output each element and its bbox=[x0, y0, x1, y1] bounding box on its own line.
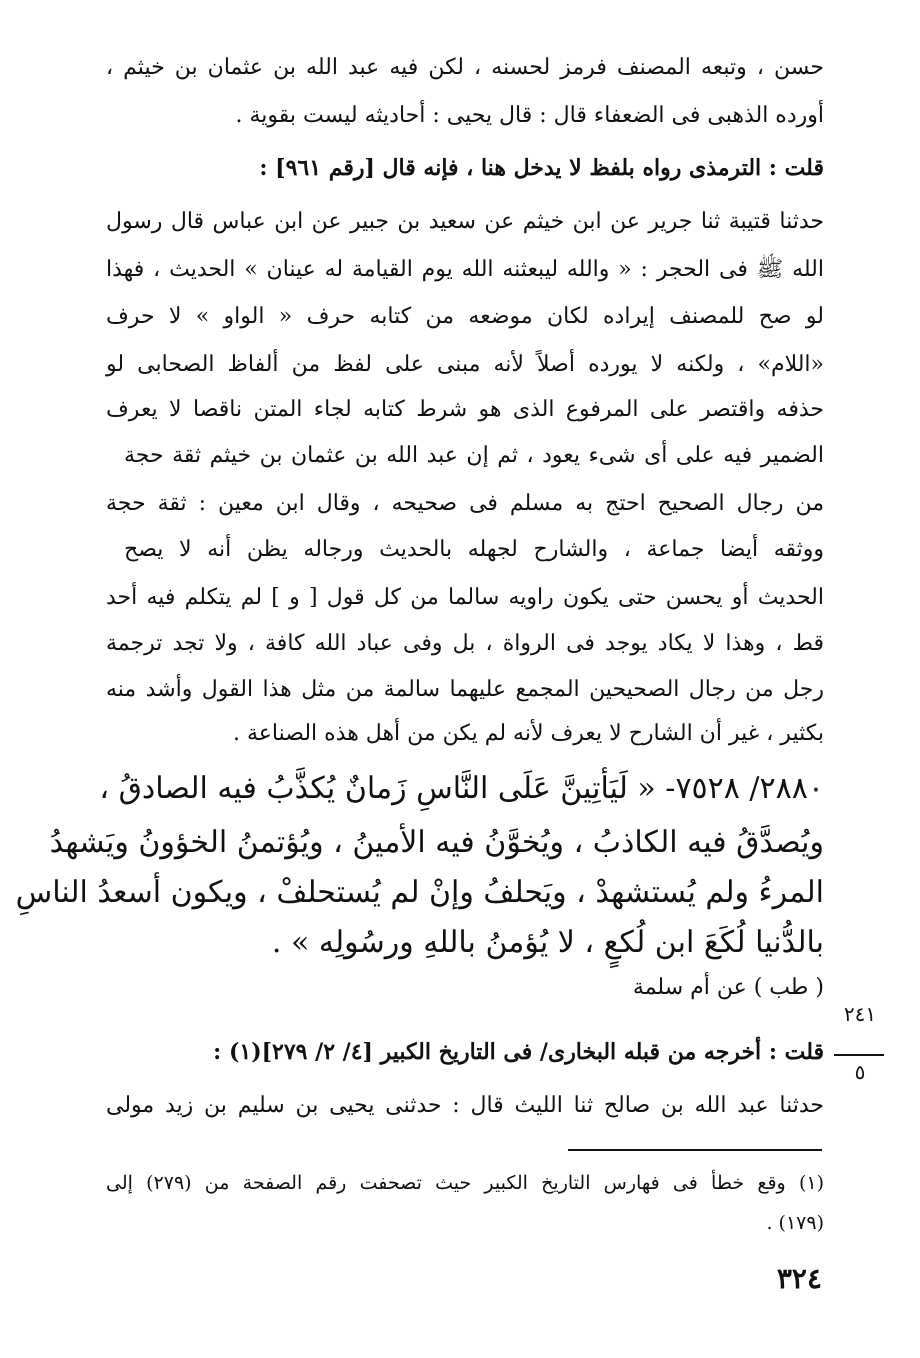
hadith-line: المرءُ ولم يُستشهدْ ، ويَحلفُ وإنْ لم يُستحلفْ ، ويكون أسعدُ الناسِ bbox=[15, 875, 824, 910]
footnote-line: (١) وقع خطأ فى فهارس التاريخ الكبير حيث تصحفت رقم الصفحة من (٢٧٩) إلى bbox=[106, 1172, 824, 1194]
source-line: ( طب ) عن أم سلمة bbox=[632, 975, 824, 1000]
footnote-rule bbox=[568, 1149, 822, 1151]
margin-rule bbox=[834, 1054, 884, 1056]
text-line: الحديث أو يحسن حتى يكون راويه سالما من كل قول [ و ] لم يتكلم فيه أحد bbox=[106, 585, 824, 610]
text-line: من رجال الصحيح احتج به مسلم فى صحيحه ، وقال ابن معين : ثقة حجة bbox=[106, 491, 824, 516]
text-line: ووثقه أيضا جماعة ، والشارح لجهله بالحديث ورجاله يظن أنه لا يصح bbox=[124, 537, 824, 562]
hadith-line: بالدُّنيا لُكَعَ ابن لُكعٍ ، لا يُؤمنُ باللهِ ورسُولِه » . bbox=[271, 925, 824, 960]
page-number: ٣٢٤ bbox=[776, 1262, 822, 1295]
text-line: بكثير ، غير أن الشارح لا يعرف لأنه لم يكن من أهل هذه الصناعة . bbox=[232, 721, 824, 746]
margin-volume-number: ٢٤١ bbox=[843, 1002, 877, 1026]
text-line: حدثنا عبد الله بن صالح ثنا الليث قال : حدثنى يحيى بن سليم بن زيد مولى bbox=[106, 1093, 824, 1118]
text-line: حسن ، وتبعه المصنف فرمز لحسنه ، لكن فيه عبد الله بن عثمان بن خيثم ، bbox=[106, 55, 824, 80]
qult-line: قلت : الترمذى رواه بلفظ لا يدخل هنا ، فإنه قال [رقم ٩٦١] : bbox=[259, 155, 824, 181]
footnote-line: (١٧٩) . bbox=[766, 1212, 824, 1234]
text-line: الضمير فيه على أى شىء يعود ، ثم إن عبد الله بن عثمان بن خيثم ثقة حجة bbox=[124, 443, 824, 468]
qult-line: قلت : أخرجه من قبله البخارى/ فى التاريخ الكبير [٤/ ٢/ ٢٧٩](١) : bbox=[213, 1039, 824, 1065]
text-line: حدثنا قتيبة ثنا جرير عن ابن خيثم عن سعيد بن جبير عن ابن عباس قال رسول bbox=[106, 209, 824, 234]
hadith-line: ٢٨٨٠/ ٧٥٢٨- « لَيَأتِينَّ عَلَى النَّاسِ زَمانٌ يُكذَّبُ فيه الصادقُ ، bbox=[99, 771, 824, 806]
text-line: حذفه واقتصر على المرفوع الذى هو شرط كتابه لجاء المتن ناقصا لا يعرف bbox=[106, 397, 824, 422]
text-line: أورده الذهبى فى الضعفاء قال : قال يحيى : أحاديثه ليست بقوية . bbox=[235, 103, 824, 128]
text-line: رجل من رجال الصحيحين المجمع عليهما سالمة من مثل هذا القول وأشد منه bbox=[106, 677, 824, 702]
margin-part-number: ٥ bbox=[854, 1060, 866, 1084]
text-line: قط ، وهذا لا يكاد يوجد فى الرواة ، بل وفى عباد الله كافة ، ولا تجد ترجمة bbox=[106, 631, 824, 656]
text-line: لو صح للمصنف إيراده لكان موضعه من كتابه حرف « الواو » لا حرف bbox=[106, 304, 824, 329]
text-line: «اللام» ، ولكنه لا يورده أصلاً لأنه مبنى على لفظ من ألفاظ الصحابى لو bbox=[106, 352, 824, 377]
hadith-line: ويُصدَّقُ فيه الكاذبُ ، ويُخوَّنُ فيه الأمينُ ، ويُؤتمنُ الخؤونُ ويَشهدُ bbox=[49, 825, 824, 860]
text-line: الله ﷺ فى الحجر : « والله ليبعثنه الله يوم القيامة له عينان » الحديث ، فهذا bbox=[106, 257, 824, 282]
